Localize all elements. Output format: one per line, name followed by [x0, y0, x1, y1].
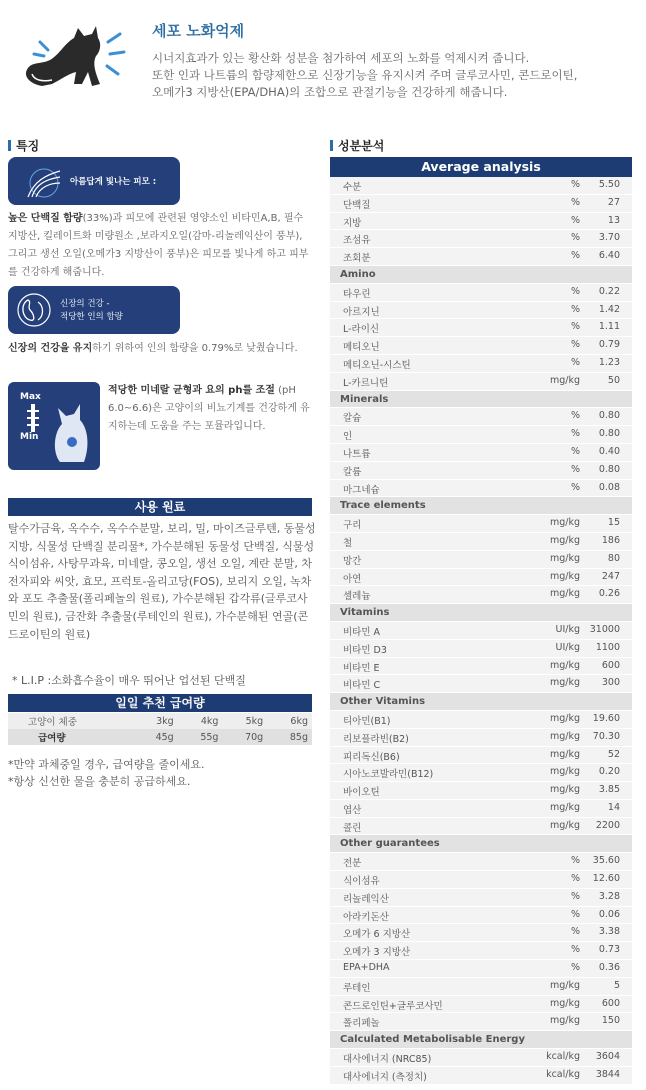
- nutrient-value: 3844: [595, 1068, 620, 1080]
- feature-kidney-label-1: 신장의 건강 -: [60, 299, 110, 309]
- nutrient-unit: UI/kg: [555, 641, 580, 653]
- analysis-group-header: Minerals: [330, 391, 632, 409]
- nutrient-name: 메티오닌: [343, 342, 380, 354]
- nutrient-value: 247: [601, 570, 620, 582]
- feeding-amount-row: [8, 729, 312, 745]
- nutrient-unit: mg/kg: [549, 588, 580, 600]
- feature-coat-text: [8, 210, 312, 282]
- feature-urinary-badge: [8, 382, 100, 470]
- nutrient-name: 콜린: [343, 822, 362, 834]
- analysis-row: [330, 800, 632, 818]
- nutrient-unit: %: [570, 179, 580, 190]
- nutrient-value: 13: [607, 214, 620, 226]
- analysis-row: [330, 907, 632, 925]
- nutrient-unit: kcal/kg: [546, 1068, 580, 1080]
- nutrient-name: 대사에너지 (측정치): [343, 1071, 427, 1083]
- nutrient-name: L-카르니틴: [343, 377, 389, 389]
- nutrient-unit: mg/kg: [549, 1015, 580, 1027]
- nutrient-value: 3.28: [598, 890, 620, 902]
- min-label: Min: [20, 432, 39, 442]
- nutrient-unit: %: [570, 232, 580, 244]
- analysis-row: [330, 1049, 632, 1067]
- feeding-amount-cell: 70g: [245, 731, 264, 743]
- nutrient-unit: mg/kg: [549, 784, 580, 796]
- analysis-row: [330, 177, 632, 195]
- nutrient-unit: mg/kg: [549, 534, 580, 546]
- header-title: 세포 노화억제: [152, 22, 245, 40]
- analysis-row: [330, 373, 632, 391]
- nutrient-unit: mg/kg: [549, 997, 580, 1009]
- nutrient-name: 시아노코발라민(B12): [343, 769, 434, 781]
- analysis-row: [330, 675, 632, 693]
- feeding-amount-cell: 45g: [155, 731, 174, 743]
- kidney-icon: [14, 290, 54, 330]
- nutrient-unit: mg/kg: [549, 801, 580, 813]
- nutrient-name: 폴리페놀: [343, 1018, 380, 1030]
- analysis-row: [330, 818, 632, 836]
- nutrient-value: 3.85: [598, 784, 620, 796]
- ingredients-title: 사용 원료: [8, 498, 312, 516]
- nutrient-value: 600: [601, 659, 620, 671]
- feeding-amount-cell: 85g: [289, 731, 308, 743]
- feature-urinary-desc: (pH 6.0~6.6)은 고양이의 비뇨기계를 건강하게 유 지하는데 도움을 주는 포뮬라입니다.: [108, 385, 310, 432]
- nutrient-unit: %: [570, 303, 580, 315]
- analysis-row: [330, 426, 632, 444]
- nutrient-value: 70.30: [592, 730, 620, 742]
- nutrient-name: 비타민 E: [343, 662, 380, 674]
- nutrient-unit: %: [570, 250, 580, 262]
- feature-kidney-badge: [8, 286, 180, 334]
- nutrient-name: 리보플라빈(B2): [343, 733, 409, 745]
- nutrient-unit: %: [570, 285, 580, 297]
- analysis-row: [330, 747, 632, 765]
- nutrient-unit: %: [570, 339, 580, 351]
- nutrient-name: 대사에너지 (NRC85): [343, 1054, 432, 1066]
- analysis-row: [330, 942, 632, 960]
- nutrient-name: 비타민 A: [343, 626, 381, 638]
- analysis-title: 성분분석: [330, 137, 384, 154]
- feature-kidney-text: [8, 340, 312, 358]
- nutrient-name: 셀레늄: [343, 591, 371, 603]
- feeding-amount-label: 급여량: [38, 733, 66, 744]
- feature-urinary-bold: 적당한 미네랄 균형과 요의 ph를 조절: [108, 385, 275, 396]
- nutrient-value: 0.40: [598, 445, 620, 457]
- nutrient-value: 600: [601, 997, 620, 1009]
- nutrient-name: 오메가 6 지방산: [343, 929, 411, 941]
- ingredients-text: 탈수가금육, 옥수수, 옥수수분말, 보리, 밀, 마이즈글루텐, 동물성 지방, 식물성 단백질 분리물*, 가수분해된 동물성 단백질, 식물성 식이섬유, 사탕무과육, 미네랄, 콩오일, 생선 오일, 계란 분말, 차전자피와 씨앗, 효모, 프럭토-올리고당(FOS), 보리지 오일, 녹차와 포도 추출물(폴리페놀의 원료), 가수분해된 갑각류(글루코사민의 원료), 금잔화 추출물(루테인의 원료), 가수분해된 연골(콘드로이틴의 원료): [8, 522, 316, 641]
- nutrient-value: 0.36: [598, 962, 620, 974]
- nutrient-name: 엽산: [343, 804, 362, 816]
- analysis-row: [330, 586, 632, 604]
- analysis-table: [330, 157, 632, 1085]
- feeding-title: 일일 추천 급여량: [8, 694, 312, 712]
- analysis-row: [330, 729, 632, 747]
- nutrient-name: 전분: [343, 858, 362, 870]
- analysis-row: [330, 319, 632, 337]
- nutrient-value: 0.20: [598, 766, 620, 778]
- analysis-row: [330, 480, 632, 498]
- feeding-weight-cell: 3kg: [156, 715, 174, 727]
- nutrient-name: 지방: [343, 217, 362, 229]
- nutrient-value: 150: [601, 1015, 620, 1027]
- nutrient-unit: kcal/kg: [546, 1051, 580, 1063]
- nutrient-name: 나트륨: [343, 448, 371, 460]
- nutrient-name: L-라이신: [343, 324, 380, 336]
- feeding-weight-cell: 4kg: [200, 715, 219, 727]
- feeding-amount-cell: 55g: [200, 731, 219, 743]
- lip-note: * L.I.P :소화흡수율이 매우 뛰어난 업선된 단백질: [12, 674, 246, 687]
- nutrient-value: 0.73: [598, 944, 620, 956]
- nutrient-unit: mg/kg: [549, 374, 580, 386]
- feeding-weight-label: 고양이 체중: [28, 717, 77, 728]
- feeding-note: *항상 신선한 물을 충분히 공급하세요.: [8, 775, 191, 788]
- nutrient-value: 0.22: [598, 285, 620, 297]
- nutrient-value: 80: [607, 552, 620, 564]
- analysis-row: [330, 960, 632, 978]
- nutrient-unit: %: [570, 463, 580, 475]
- analysis-row: [330, 515, 632, 533]
- nutrient-name: 바이오틴: [343, 787, 380, 799]
- cat-icon: [12, 14, 134, 94]
- hair-icon: [16, 161, 64, 201]
- nutrient-unit: mg/kg: [549, 659, 580, 671]
- nutrient-unit: mg/kg: [549, 748, 580, 760]
- analysis-row: [330, 658, 632, 676]
- analysis-group-header: Other Vitamins: [330, 693, 632, 711]
- nutrient-unit: mg/kg: [549, 517, 580, 529]
- analysis-row: [330, 533, 632, 551]
- nutrient-unit: mg/kg: [549, 979, 580, 991]
- feeding-weight-row: [8, 713, 312, 729]
- nutrient-value: 12.60: [592, 873, 620, 885]
- nutrient-value: 3.38: [598, 926, 620, 938]
- nutrient-value: 3604: [595, 1051, 620, 1063]
- nutrient-value: 6.40: [598, 250, 620, 262]
- analysis-row: [330, 622, 632, 640]
- nutrient-name: 오메가 3 지방산: [343, 947, 411, 959]
- nutrient-unit: %: [570, 926, 580, 938]
- feature-kidney-desc: 하기 위하여 인의 함량을 0.79%로 낮췄습니다.: [92, 343, 298, 354]
- nutrient-value: 14: [607, 801, 620, 813]
- nutrient-unit: mg/kg: [549, 766, 580, 778]
- nutrient-unit: %: [570, 890, 580, 902]
- nutrient-value: 1.23: [598, 356, 620, 368]
- analysis-row: [330, 1067, 632, 1085]
- analysis-row: [330, 248, 632, 266]
- feature-coat-badge: [8, 157, 180, 205]
- nutrient-value: 2200: [595, 819, 620, 831]
- analysis-group-header: Calculated Metabolisable Energy: [330, 1031, 632, 1049]
- analysis-row: [330, 711, 632, 729]
- nutrient-name: 아르지닌: [343, 306, 380, 318]
- nutrient-unit: %: [570, 481, 580, 493]
- analysis-row: [330, 640, 632, 658]
- feature-coat-label: 아름답게 빛나는 피모 :: [70, 177, 157, 187]
- scale-icon: [26, 404, 40, 432]
- nutrient-name: 인: [343, 431, 353, 443]
- analysis-row: [330, 462, 632, 480]
- nutrient-name: 식이섬유: [343, 876, 380, 888]
- nutrient-unit: UI/kg: [555, 623, 580, 635]
- nutrient-name: 마그네슘: [343, 484, 380, 496]
- nutrient-unit: mg/kg: [549, 552, 580, 564]
- nutrient-value: 1.11: [598, 321, 620, 333]
- analysis-row: [330, 782, 632, 800]
- nutrient-name: 티아민(B1): [343, 715, 391, 727]
- nutrient-name: 비타민 C: [343, 680, 381, 692]
- analysis-row: [330, 764, 632, 782]
- analysis-row: [330, 551, 632, 569]
- nutrient-unit: %: [570, 855, 580, 867]
- nutrient-name: 아라키돈산: [343, 911, 389, 923]
- header-description: [152, 50, 622, 101]
- feeding-table: [8, 713, 312, 745]
- analysis-row: [330, 1013, 632, 1031]
- nutrient-unit: %: [570, 944, 580, 956]
- feeding-weight-cell: 6kg: [290, 715, 308, 727]
- nutrient-unit: %: [570, 196, 580, 208]
- analysis-row: [330, 871, 632, 889]
- analysis-row: [330, 889, 632, 907]
- feature-kidney-bold: 신장의 건강을 유지: [8, 343, 93, 354]
- analysis-row: [330, 853, 632, 871]
- nutrient-name: 콘드로인틴+글루코사민: [343, 1000, 443, 1012]
- nutrient-name: 구리: [343, 520, 362, 532]
- nutrient-name: 망간: [343, 555, 362, 567]
- nutrient-value: 0.80: [598, 410, 620, 422]
- nutrient-name: 리놀레익산: [343, 893, 389, 905]
- feature-coat-bold: 높은 단백질 함량: [8, 213, 83, 224]
- nutrient-name: 단백질: [343, 199, 371, 211]
- nutrient-name: 타우린: [343, 288, 371, 300]
- nutrient-name: 비타민 D3: [343, 644, 387, 656]
- analysis-row: [330, 195, 632, 213]
- cat-silhouette-icon: [44, 392, 96, 464]
- nutrient-name: 수분: [343, 182, 362, 193]
- analysis-row: [330, 978, 632, 996]
- nutrient-unit: %: [570, 908, 580, 920]
- nutrient-name: 메티오닌-시스틴: [343, 359, 411, 371]
- nutrient-unit: %: [570, 214, 580, 226]
- analysis-group-header: Vitamins: [330, 604, 632, 622]
- feature-kidney-label-2: 적당한 인의 함량: [60, 312, 123, 322]
- nutrient-name: 칼슘: [343, 413, 362, 425]
- analysis-row: [330, 213, 632, 231]
- analysis-row: [330, 230, 632, 248]
- nutrient-value: 15: [607, 517, 620, 529]
- nutrient-unit: mg/kg: [549, 570, 580, 582]
- nutrient-value: 0.26: [598, 588, 620, 600]
- analysis-row: [330, 302, 632, 320]
- analysis-row: [330, 569, 632, 587]
- analysis-row: [330, 355, 632, 373]
- nutrient-value: 5.50: [598, 179, 620, 190]
- analysis-row: [330, 284, 632, 302]
- feeding-note: *만약 과체중일 경우, 급여량을 줄이세요.: [8, 758, 205, 771]
- nutrient-unit: mg/kg: [549, 677, 580, 689]
- nutrient-value: 300: [601, 677, 620, 689]
- nutrient-value: 50: [607, 374, 620, 386]
- nutrient-unit: %: [570, 445, 580, 457]
- analysis-group-header: Other guarantees: [330, 835, 632, 853]
- nutrient-unit: %: [570, 321, 580, 333]
- nutrient-value: 35.60: [592, 855, 620, 867]
- nutrient-value: 0.80: [598, 428, 620, 440]
- nutrient-name: 조회분: [343, 253, 371, 265]
- nutrient-name: 루테인: [343, 982, 371, 994]
- nutrient-value: 0.80: [598, 463, 620, 475]
- analysis-row: [330, 444, 632, 462]
- feature-urinary-text: [108, 382, 314, 436]
- nutrient-value: 186: [601, 534, 620, 546]
- header-desc-line: 시너지효과가 있는 황산화 성분을 첨가하여 세포의 노화를 억제시켜 줍니다.: [152, 51, 530, 65]
- nutrient-name: 철: [343, 537, 353, 549]
- feature-kidney-label: [60, 298, 123, 324]
- feature-coat-desc: (33%)과 피모에 관련된 영양소인 비타민A,B, 필수지방산, 킬레이트화 미량원소 ,보라지오일(감마-리놀레익산이 풍부), 그리고 생선 오일(오메가3 지방산이 풍부)은 피모를 빛나게 하고 피부를 건강하게 해줍니다.: [8, 213, 309, 278]
- nutrient-value: 52: [607, 748, 620, 760]
- nutrient-unit: mg/kg: [549, 819, 580, 831]
- nutrient-value: 1.42: [598, 303, 620, 315]
- nutrient-value: 27: [607, 196, 620, 208]
- nutrient-unit: mg/kg: [549, 712, 580, 724]
- nutrient-value: 3.70: [598, 232, 620, 244]
- feeding-weight-cell: 5kg: [245, 715, 264, 727]
- nutrient-name: 피리독신(B6): [343, 751, 400, 763]
- nutrient-unit: %: [570, 356, 580, 368]
- analysis-row: [330, 408, 632, 426]
- nutrient-value: 31000: [589, 623, 620, 635]
- nutrient-unit: %: [570, 873, 580, 885]
- analysis-header: Average analysis: [330, 157, 632, 177]
- max-label: Max: [20, 392, 41, 402]
- nutrient-name: 아연: [343, 573, 362, 585]
- features-title: 특징: [8, 137, 39, 154]
- header-desc-line: 또한 인과 나트륨의 함량제한으로 신장기능을 유지시켜 주며 글루코사민, 콘드로이틴,: [152, 68, 578, 82]
- nutrient-name: 칼륨: [343, 466, 362, 478]
- nutrient-value: 0.79: [598, 339, 620, 351]
- nutrient-value: 19.60: [592, 712, 620, 724]
- nutrient-unit: %: [570, 428, 580, 440]
- analysis-row: [330, 337, 632, 355]
- feeding-notes: [8, 756, 205, 790]
- nutrient-value: 0.08: [598, 481, 620, 493]
- header-desc-line: 오메가3 지방산(EPA/DHA)의 조합으로 관절기능을 건강하게 해줍니다.: [152, 85, 508, 99]
- nutrient-name: 조섬유: [343, 235, 371, 247]
- analysis-row: [330, 996, 632, 1014]
- nutrient-value: 5: [613, 979, 620, 991]
- nutrient-value: 1100: [595, 641, 620, 653]
- nutrient-value: 0.06: [598, 908, 620, 920]
- analysis-row: [330, 924, 632, 942]
- nutrient-name: EPA+DHA: [343, 962, 390, 974]
- analysis-group-header: Amino: [330, 266, 632, 284]
- nutrient-unit: mg/kg: [549, 730, 580, 742]
- nutrient-unit: %: [570, 410, 580, 422]
- nutrient-unit: %: [570, 962, 580, 974]
- analysis-group-header: Trace elements: [330, 497, 632, 515]
